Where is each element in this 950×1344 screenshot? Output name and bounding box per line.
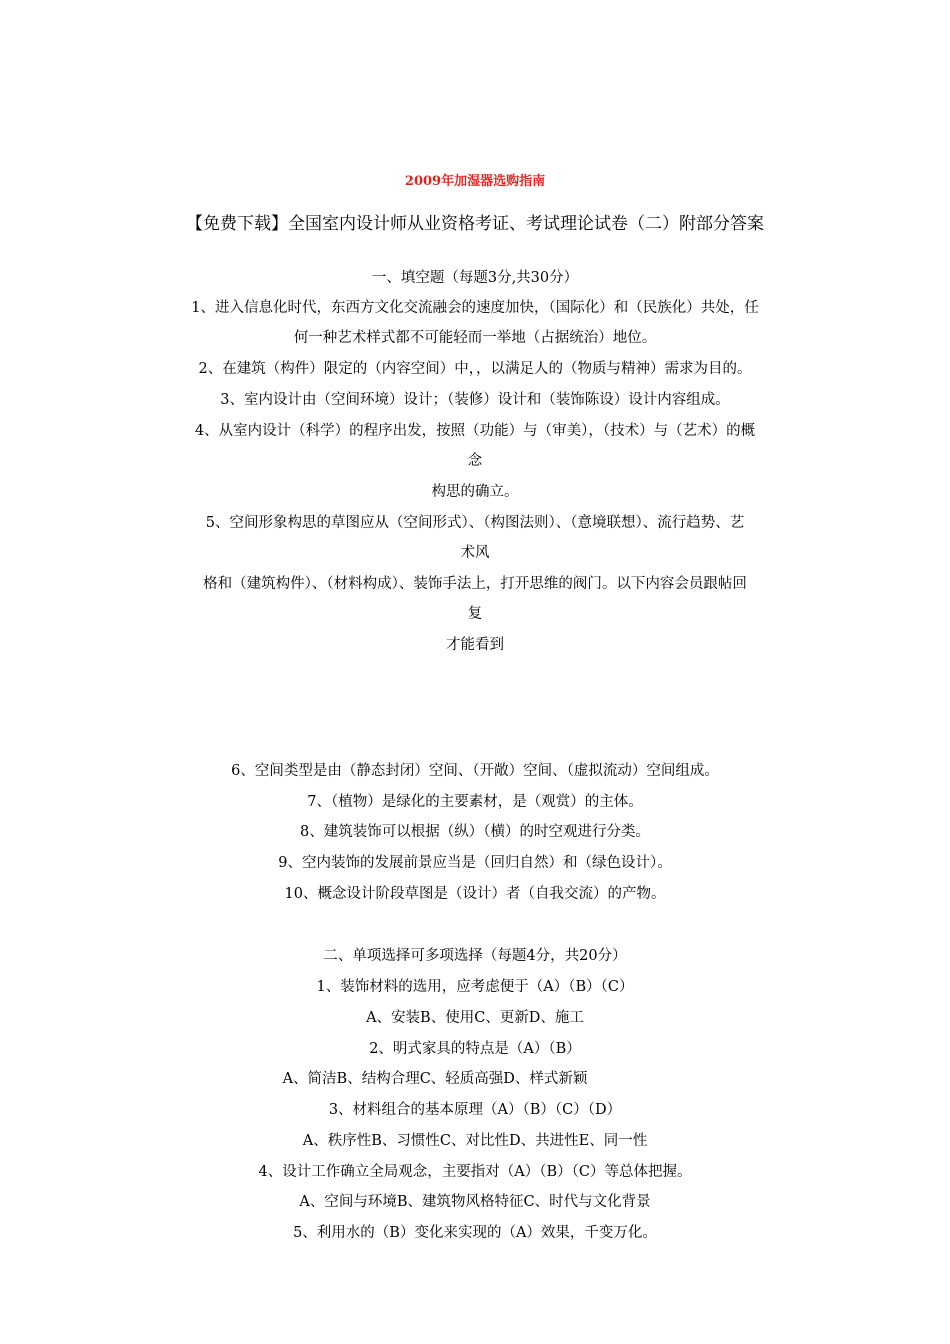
question-line: 4、从室内设计（科学）的程序出发，按照（功能）与（审美），（技术）与（艺术）的概 <box>194 423 756 439</box>
question-line: 构思的确立。 <box>431 484 519 500</box>
header-link[interactable]: 2009年加湿器选购指南 <box>404 174 546 189</box>
question-line: 4、设计工作确立全局观念，主要指对（A）（B）（C）等总体把握。 <box>258 1164 692 1180</box>
question-line: 念 <box>467 453 483 469</box>
question-line: 才能看到 <box>446 637 504 653</box>
question-line: 9、空内装饰的发展前景应当是（回归自然）和（绿色设计）。 <box>278 855 672 871</box>
option-line: A、空间与环境B、建筑物风格特征C、时代与文化背景 <box>299 1194 651 1210</box>
question-line: 2、明式家具的特点是（A）（B） <box>369 1041 581 1057</box>
section-heading-fill-blank: 一、填空题（每题3分,共30分） <box>371 270 579 286</box>
section-heading-choice: 二、单项选择可多项选择（每题4分，共20分） <box>323 948 627 964</box>
question-line: 2、在建筑（构件）限定的（内容空间）中，，以满足人的（物质与精神）需求为目的。 <box>198 361 752 377</box>
question-line: 6、空间类型是由（静态封闭）空间、（开敞）空间、（虚拟流动）空间组成。 <box>231 763 719 779</box>
question-line: 何一种艺术样式都不可能轻而一举地（占据统治）地位。 <box>293 330 657 346</box>
question-line: 1、装饰材料的选用，应考虑便于（A）（B）（C） <box>316 979 634 995</box>
question-line: 3、室内设计由（空间环境）设计；（装修）设计和（装饰陈设）设计内容组成。 <box>220 392 730 408</box>
question-line: 复 <box>467 606 483 622</box>
question-line: 8、建筑装饰可以根据（纵）（横）的时空观进行分类。 <box>300 824 650 840</box>
option-line: A、安装B、使用C、更新D、施工 <box>366 1010 584 1026</box>
document-title: 【免费下载】全国室内设计师从业资格考证、考试理论试卷（二）附部分答案 <box>186 214 764 234</box>
question-line: 10、概念设计阶段草图是（设计）者（自我交流）的产物。 <box>284 886 666 902</box>
option-line: A、秩序性B、习惯性C、对比性D、共进性E、同一性 <box>302 1133 648 1149</box>
question-line: 术风 <box>460 545 490 561</box>
question-line: 5、利用水的（B）变化来实现的（A）效果，千变万化。 <box>293 1225 657 1241</box>
question-line: 5、空间形象构思的草图应从（空间形式）、（构图法则）、（意境联想）、流行趋势、艺 <box>205 515 745 531</box>
question-line: 格和（建筑构件）、（材料构成）、装饰手法上，打开思维的阀门。以下内容会员跟帖回 <box>203 576 747 592</box>
question-line: 3、材料组合的基本原理（A）（B）（C）（D） <box>328 1102 622 1118</box>
question-line: 7、（植物）是绿化的主要素材，是（观赏）的主体。 <box>307 794 643 810</box>
question-line: 1、进入信息化时代，东西方文化交流融会的速度加快，（国际化）和（民族化）共处，任 <box>191 300 759 316</box>
option-line: A、简洁B、结构合理C、轻质高强D、样式新颖 <box>282 1071 588 1087</box>
